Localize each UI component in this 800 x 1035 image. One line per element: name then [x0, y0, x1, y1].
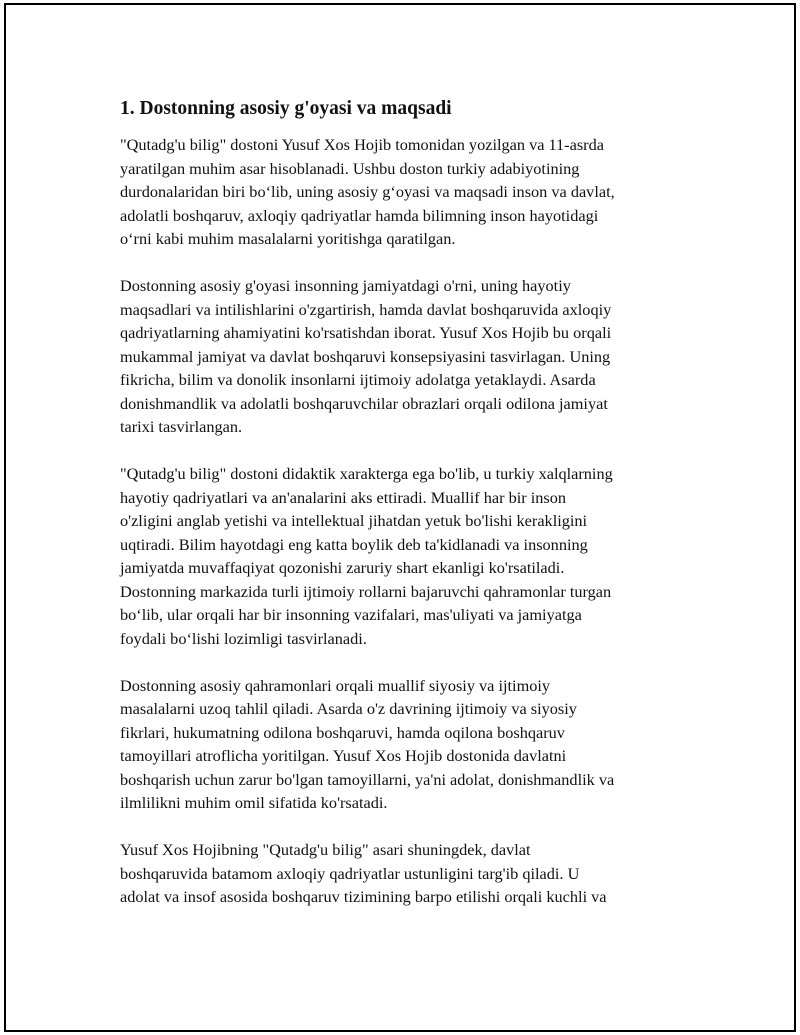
text-line: fikrlari, hukumatning odilona boshqaruvi, hamda oqilona boshqaruv	[120, 722, 565, 742]
text-line: qadriyatlarning ahamiyatini ko'rsatishdan iborat. Yusuf Xos Hojib bu orqali	[120, 323, 612, 342]
text-line: hayotiy qadriyatlari va an'analarini aks ettiradi. Muallif har bir inson	[120, 487, 567, 507]
text-line: tamoyillari atroflicha yoritilgan. Yusuf Xos Hojib dostonida davlatni	[120, 746, 567, 765]
document-body	[120, 97, 690, 932]
text-line: foydali boʻlishi lozimligi tasvirlanadi.	[120, 628, 367, 648]
text-line: boshqarish uchun zarur bo'lgan tamoyillarni, ya'ni adolat, donishmandlik va	[120, 769, 615, 789]
text-line: oʻrni kabi muhim masalalarni yoritishga qaratilgan.	[120, 229, 456, 248]
section-heading: 1. Dostonning asosiy g'oyasi va maqsadi	[120, 98, 452, 119]
text-line: adolat va insof asosida boshqaruv tizimining barpo etilishi orqali kuchli va	[120, 887, 607, 906]
paragraph-5	[120, 838, 690, 909]
text-line: o'zligini anglab yetishi va intellektual jihatdan yetuk bo'lishi kerakligini	[120, 511, 588, 530]
paragraph-4	[120, 674, 690, 815]
text-line: boʻlib, ular orqali har bir insonning vazifalari, mas'uliyati va jamiyatga	[120, 605, 582, 624]
text-line: durdonalaridan biri boʻlib, uning asosiy gʻoyasi va maqsadi inson va davlat,	[120, 182, 615, 201]
text-line: ilmlilikni muhim omil sifatida ko'rsatadi.	[120, 793, 388, 812]
text-line: fikricha, bilim va donolik insonlarni ijtimoiy adolatga yetaklaydi. Asarda	[120, 370, 596, 389]
text-line: uqtiradi. Bilim hayotdagi eng katta boylik deb ta'kidlanadi va insonning	[120, 534, 588, 554]
text-line: Dostonning asosiy qahramonlari orqali muallif siyosiy va ijtimoiy	[120, 675, 551, 695]
text-line: Yusuf Xos Hojibning "Qutadg'u bilig" asari shuningdek, davlat	[120, 840, 531, 859]
text-line: tarixi tasvirlangan.	[120, 417, 243, 436]
text-line: yaratilgan muhim asar hisoblanadi. Ushbu doston turkiy adabiyotining	[120, 158, 580, 178]
text-line: adolatli boshqaruv, axloqiy qadriyatlar hamda bilimning inson hayotidagi	[120, 205, 599, 225]
text-line: boshqaruvida batamom axloqiy qadriyatlar ustunligini targ'ib qiladi. U	[120, 863, 580, 883]
text-line: donishmandlik va adolatli boshqaruvchilar obrazlari orqali odilona jamiyat	[120, 393, 608, 413]
text-line: maqsadlari va intilishlarini o'zgartirish, hamda davlat boshqaruvida axloqiy	[120, 299, 612, 319]
text-line: masalalarni uzoq tahlil qiladi. Asarda o'z davrining ijtimoiy va siyosiy	[120, 699, 577, 718]
text-line: mukammal jamiyat va davlat boshqaruvi konsepsiyasini tasvirlagan. Uning	[120, 346, 611, 366]
text-line: "Qutadg'u bilig" dostoni Yusuf Xos Hojib tomonidan yozilgan va 11-asrda	[120, 135, 604, 154]
text-line: "Qutadg'u bilig" dostoni didaktik xarakterga ega bo'lib, u turkiy xalqlarning	[120, 464, 613, 483]
text-line: jamiyatda muvaffaqiyat qozonishi zaruriy shart ekanligi ko'rsatiladi.	[120, 558, 565, 577]
text-line: Dostonning markazida turli ijtimoiy rollarni bajaruvchi qahramonlar turgan	[120, 581, 612, 601]
text-line: Dostonning asosiy g'oyasi insonning jamiyatdagi o'rni, uning hayotiy	[120, 276, 571, 295]
page-frame	[4, 3, 796, 1032]
paragraph-1	[120, 133, 690, 251]
paragraph-3	[120, 462, 690, 650]
paragraph-2	[120, 274, 690, 439]
